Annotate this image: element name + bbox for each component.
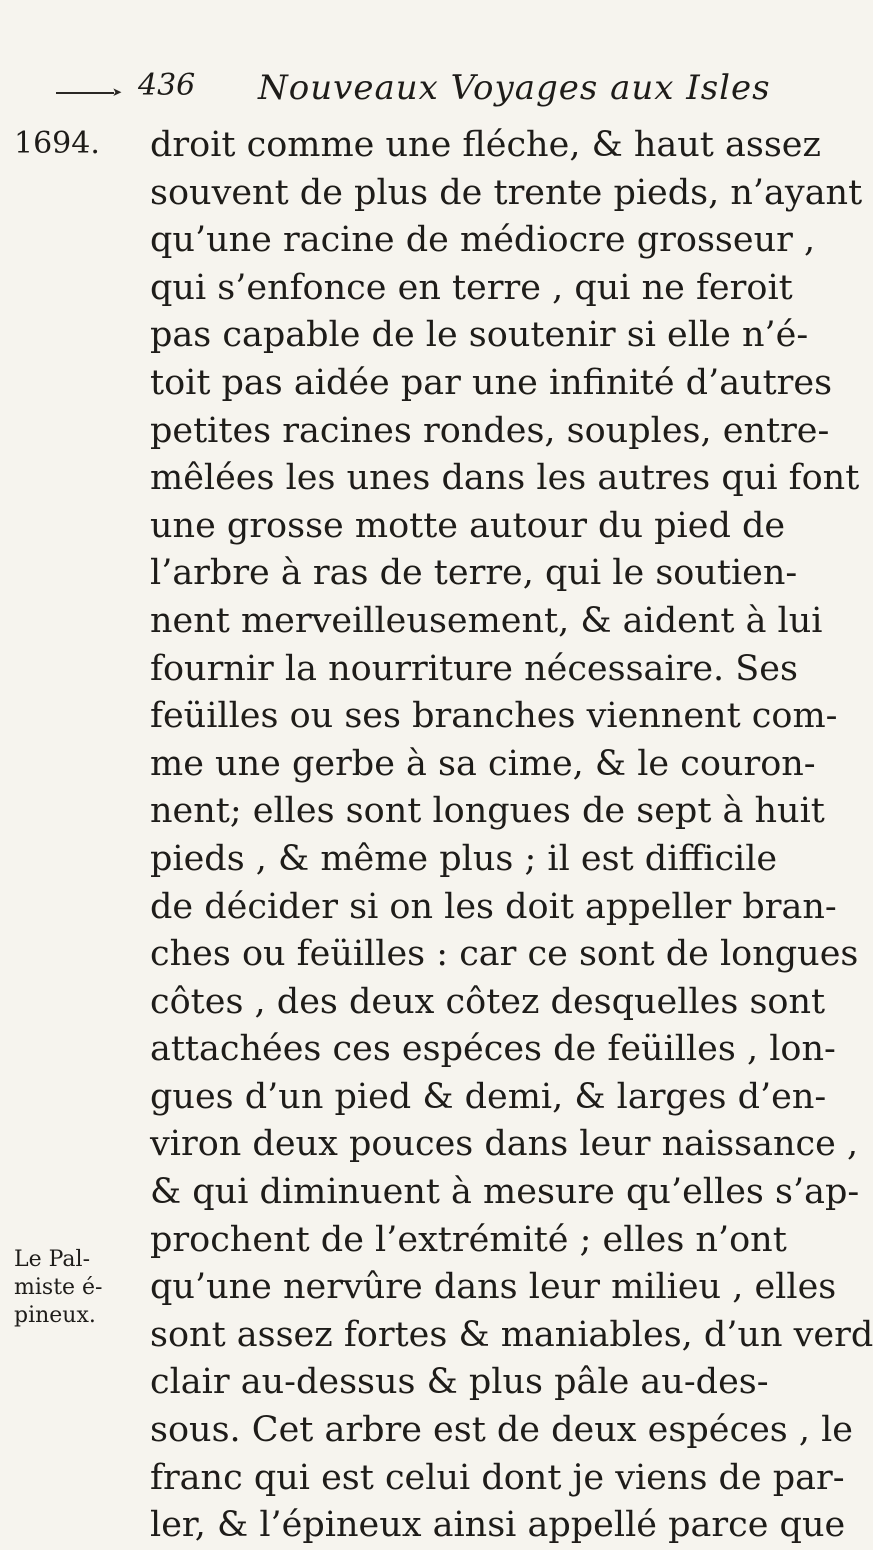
text-line: qu’une nervûre dans leur milieu , elles (150, 1267, 837, 1308)
text-line: qu’une racine de médiocre grosseur , (150, 220, 816, 261)
margin-note-line: Le Pal- (14, 1247, 91, 1272)
text-line: ler, & l’épineux ainsi appellé parce que (150, 1505, 846, 1546)
text-line: pas capable de le soutenir si elle n’é- (150, 315, 809, 356)
text-line: l’arbre à ras de terre, qui le soutien- (150, 553, 798, 594)
text-line: sous. Cet arbre est de deux espéces , le (150, 1410, 854, 1451)
text-line: toit pas aidée par une infinité d’autres (150, 362, 833, 403)
text-line: une grosse motte autour du pied de (150, 505, 786, 546)
text-line: qui s’enfonce en terre , qui ne feroit (150, 267, 793, 308)
margin-note-line: miste é- (14, 1275, 103, 1300)
text-line: prochent de l’extrémité ; elles n’ont (150, 1219, 787, 1260)
text-line: viron deux pouces dans leur naissance , (150, 1124, 859, 1165)
margin-year: 1694. (14, 126, 100, 161)
text-line: petites racines rondes, souples, entre- (150, 410, 830, 451)
text-line: souvent de plus de trente pieds, n’ayant (150, 172, 863, 213)
header-rule-ornament: ➤ (112, 85, 123, 99)
text-line: mêlées les unes dans les autres qui font (150, 458, 860, 499)
text-line: de décider si on les doit appeller bran- (150, 886, 837, 927)
text-line: nent merveilleusement, & aident à lui (150, 600, 823, 641)
text-line: fournir la nourriture nécessaire. Ses (150, 648, 798, 689)
text-line: clair au-dessus & plus pâle au-des- (150, 1362, 769, 1403)
text-line: franc qui est celui dont je viens de par- (150, 1457, 845, 1498)
margin-note (14, 1246, 134, 1330)
text-line: feüilles ou ses branches viennent com- (150, 696, 838, 737)
text-line: nent; elles sont longues de sept à huit (150, 791, 825, 832)
margin-note-line: pineux. (14, 1303, 96, 1328)
text-line: attachées ces espéces de feüilles , lon- (150, 1029, 836, 1070)
body-text (150, 122, 873, 1550)
text-line: & qui diminuent à mesure qu’elles s’ap- (150, 1172, 860, 1213)
text-line: droit comme une fléche, & haut assez (150, 125, 821, 165)
text-line: gues d’un pied & demi, & larges d’en- (150, 1076, 827, 1117)
page-header (28, 62, 788, 110)
text-line: me une gerbe à sa cime, & le couron- (150, 743, 816, 784)
text-line: pieds , & même plus ; il est difficile (150, 838, 778, 879)
running-title: Nouveaux Voyages aux Isles (258, 68, 771, 108)
text-line: sont assez fortes & maniables, d’un verd (150, 1314, 873, 1355)
page-number: 436 (138, 68, 196, 103)
text-line: côtes , des deux côtez desquelles sont (150, 981, 826, 1022)
text-line: ches ou feüilles : car ce sont de longues (150, 934, 859, 975)
header-rule (56, 92, 114, 94)
